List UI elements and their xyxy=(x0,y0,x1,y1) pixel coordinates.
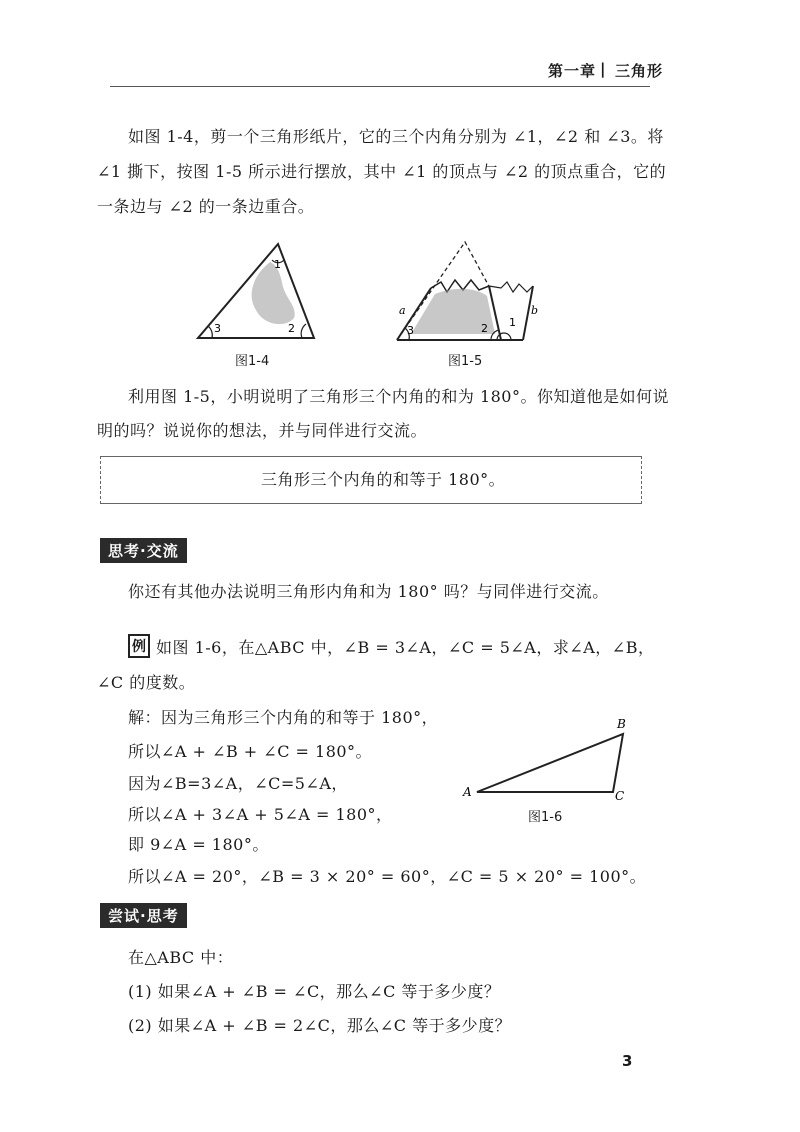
figure-1-4-caption: 图1-4 xyxy=(235,354,270,369)
fig15-label-a: a xyxy=(399,304,406,317)
fig16-label-b: B xyxy=(617,717,626,731)
intro-line-3: 一条边与 ∠2 的一条边重合。 xyxy=(97,197,315,216)
page-number: 3 xyxy=(622,1052,633,1070)
fig15-label-1: 1 xyxy=(509,316,516,329)
theorem-box xyxy=(100,456,642,504)
solution-line-4: 所以∠A + 3∠A + 5∠A = 180°， xyxy=(128,805,393,824)
fig16-label-a: A xyxy=(463,785,472,799)
solution-line-5: 即 9∠A = 180°。 xyxy=(128,835,269,854)
figure-1-6 xyxy=(455,712,645,808)
solution-line-1: 解：因为三角形三个内角的和等于 180°， xyxy=(128,708,439,727)
fig15-label-3: 3 xyxy=(407,324,414,337)
header-rule xyxy=(110,86,650,87)
try-think-question-1: (1) 如果∠A + ∠B = ∠C，那么∠C 等于多少度？ xyxy=(128,982,501,1001)
intro-line-1: 如图 1-4，剪一个三角形纸片，它的三个内角分别为 ∠1，∠2 和 ∠3。将 xyxy=(128,127,664,146)
fig16-label-c: C xyxy=(615,789,625,803)
theorem-text: 三角形三个内角的和等于 180°。 xyxy=(261,470,506,489)
figure-1-6-caption: 图1-6 xyxy=(528,810,563,825)
fig14-label-2: 2 xyxy=(288,322,295,335)
header-separator: | xyxy=(600,60,607,78)
think-exchange-badge: 思考·交流 xyxy=(100,538,187,563)
discussion-line-2: 明的吗？说说你的想法，并与同伴进行交流。 xyxy=(97,421,428,440)
example-tag: 例 xyxy=(128,634,150,658)
intro-line-2: ∠1 撕下，按图 1-5 所示进行摆放，其中 ∠1 的顶点与 ∠2 的顶点重合，它的 xyxy=(97,162,667,181)
example-line-1: 如图 1-6，在△ABC 中，∠B = 3∠A，∠C = 5∠A，求∠A，∠B， xyxy=(156,638,655,657)
figure-1-5 xyxy=(385,234,555,346)
fig14-label-1: 1 xyxy=(274,258,281,271)
chapter-label: 第一章 xyxy=(548,62,597,80)
fig15-label-b: b xyxy=(531,304,539,317)
solution-line-2: 所以∠A + ∠B + ∠C = 180°。 xyxy=(128,742,373,761)
solution-line-3: 因为∠B=3∠A，∠C=5∠A， xyxy=(128,774,348,793)
think-exchange-text: 你还有其他办法说明三角形内角和为 180° 吗？与同伴进行交流。 xyxy=(128,582,609,601)
fig15-label-2: 2 xyxy=(481,322,488,335)
solution-line-6: 所以∠A = 20°，∠B = 3 × 20° = 60°，∠C = 5 × 20° = 100°。 xyxy=(128,867,647,886)
example-line-2: ∠C 的度数。 xyxy=(97,673,196,692)
try-think-badge: 尝试·思考 xyxy=(100,903,187,928)
figure-1-4 xyxy=(190,238,330,344)
chapter-title: 三角形 xyxy=(615,62,664,80)
try-think-line-1: 在△ABC 中： xyxy=(128,948,234,967)
discussion-line-1: 利用图 1-5，小明说明了三角形三个内角的和为 180°。你知道他是如何说 xyxy=(128,387,669,406)
figure-1-5-caption: 图1-5 xyxy=(448,354,483,369)
try-think-question-2: (2) 如果∠A + ∠B = 2∠C，那么∠C 等于多少度？ xyxy=(128,1016,512,1035)
fig14-label-3: 3 xyxy=(214,322,221,335)
